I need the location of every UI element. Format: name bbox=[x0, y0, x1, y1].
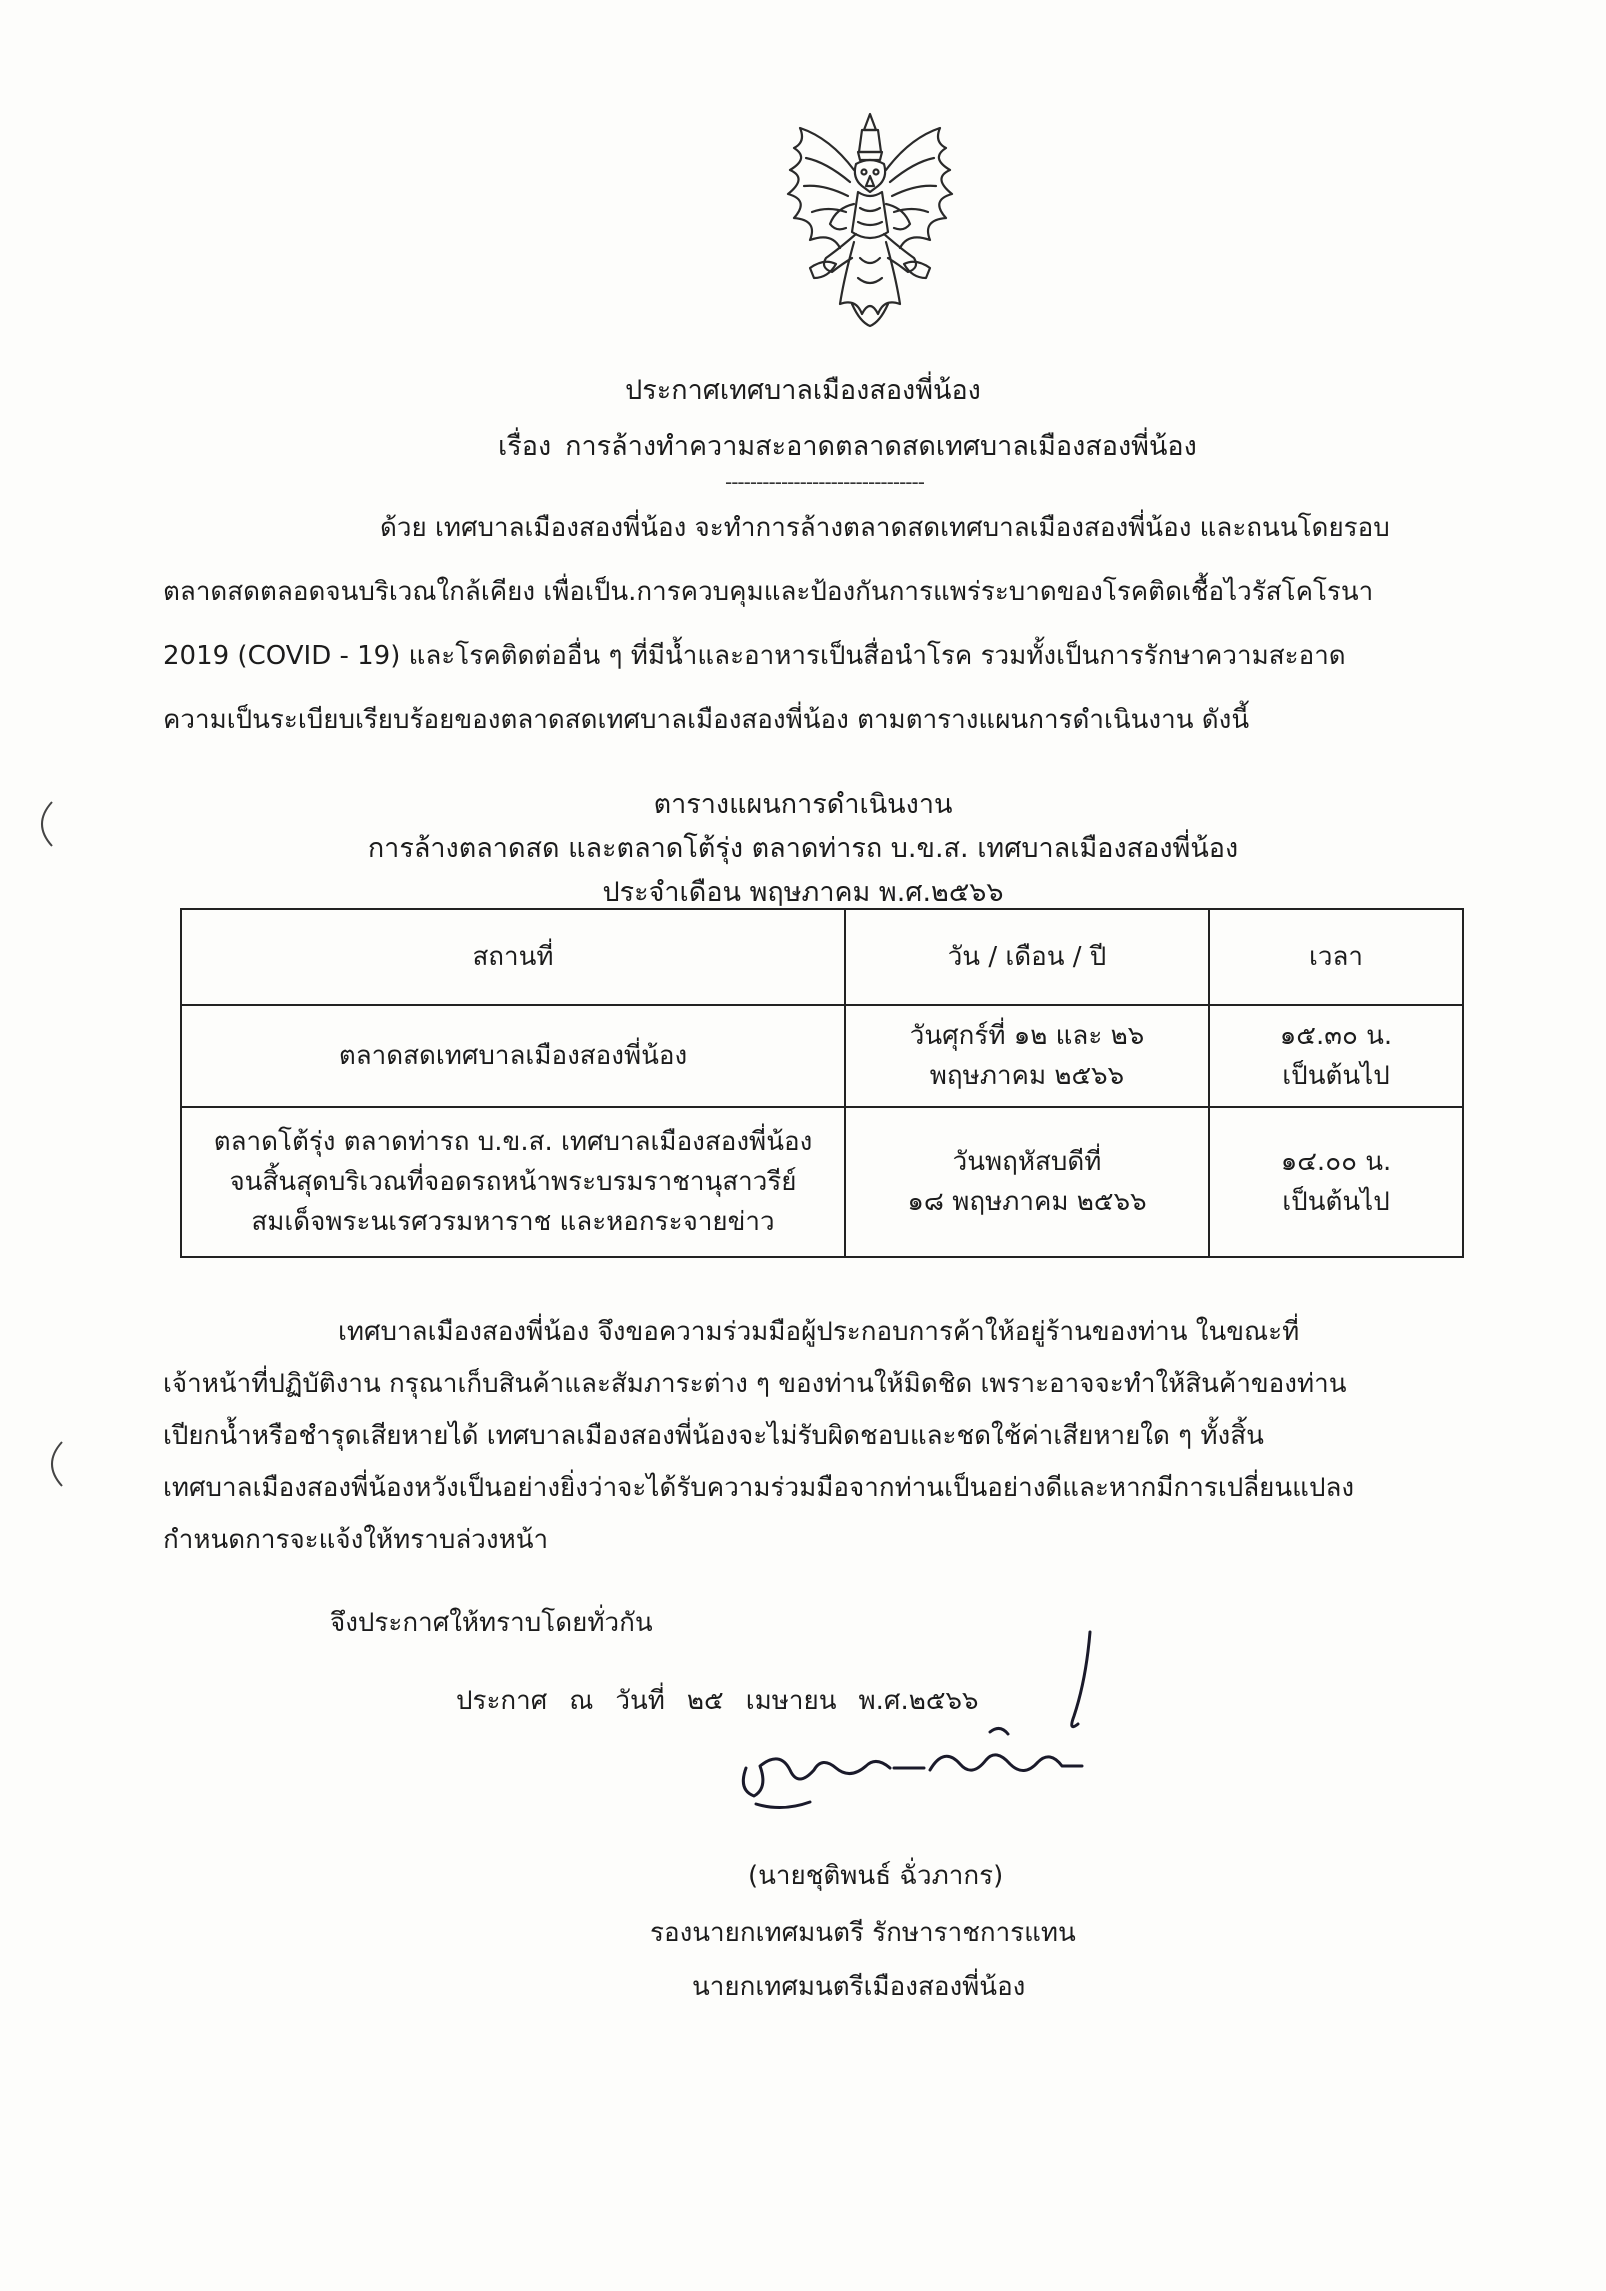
table-header-row bbox=[181, 909, 1463, 1005]
announcement-title: ประกาศเทศบาลเมืองสองพี่น้อง bbox=[625, 375, 981, 406]
row-2-place bbox=[181, 1107, 845, 1257]
schedule-subtitle: การล้างตลาดสด และตลาดโต้รุ่ง ตลาดท่ารถ บ.ข.ส. เทศบาลเมืองสองพี่น้อง bbox=[367, 833, 1239, 864]
table-row bbox=[181, 1005, 1463, 1107]
date-year: พ.ศ.๒๕๖๖ bbox=[858, 1686, 979, 1716]
punch-hole-mark-icon bbox=[30, 800, 56, 848]
row-1-date-line-1: วันศุกร์ที่ ๑๒ และ ๒๖ bbox=[909, 1021, 1145, 1051]
row-2-date-line-1: วันพฤหัสบดีที่ bbox=[952, 1147, 1102, 1177]
row-2-place-line-1: ตลาดโต้รุ่ง ตลาดท่ารถ บ.ข.ส. เทศบาลเมืองสองพี่น้อง bbox=[213, 1127, 813, 1157]
subject-label: เรื่อง bbox=[498, 431, 552, 462]
punch-hole-mark-icon bbox=[40, 1440, 66, 1488]
garuda-emblem-icon bbox=[770, 108, 970, 336]
body-line-4: เทศบาลเมืองสองพี่น้องหวังเป็นอย่างยิ่งว่าจะได้รับความร่วมมือจากท่านเป็นอย่างดีและหากมีการเปลี่ยนแปลง bbox=[163, 1473, 1355, 1503]
row-2-date-line-2: ๑๘ พฤษภาคม ๒๕๖๖ bbox=[907, 1187, 1147, 1217]
date-day-label: วันที่ bbox=[615, 1686, 665, 1716]
date-prefix: ประกาศ bbox=[456, 1686, 548, 1716]
body-line-3: เปียกน้ำหรือชำรุดเสียหายได้ เทศบาลเมืองสองพี่น้องจะไม่รับผิดชอบและชดใช้ค่าเสียหายใด ๆ ทั้งสิ้น bbox=[163, 1421, 1264, 1451]
title-separator: -------------------------------- bbox=[725, 470, 924, 494]
handwritten-signature bbox=[690, 1620, 1130, 1820]
schedule-title: ตารางแผนการดำเนินงาน bbox=[653, 789, 953, 820]
intro-line-3: 2019 (COVID - 19) และโรคติดต่ออื่น ๆ ที่มีน้ำและอาหารเป็นสื่อนำโรค รวมทั้งเป็นการรักษาความสะอาด bbox=[163, 641, 1346, 671]
row-2-time-line-1: ๑๔.๐๐ น. bbox=[1280, 1147, 1392, 1177]
header-place: สถานที่ bbox=[181, 909, 845, 1005]
date-day: ๒๕ bbox=[686, 1686, 724, 1716]
row-1-date bbox=[845, 1005, 1209, 1107]
table-row bbox=[181, 1107, 1463, 1257]
header-time: เวลา bbox=[1209, 909, 1463, 1005]
row-1-date-line-2: พฤษภาคม ๒๕๖๖ bbox=[929, 1061, 1125, 1091]
subject-text: การล้างทำความสะอาดตลาดสดเทศบาลเมืองสองพี่น้อง bbox=[565, 431, 1197, 462]
row-1-time bbox=[1209, 1005, 1463, 1107]
header-date: วัน / เดือน / ปี bbox=[845, 909, 1209, 1005]
row-1-place bbox=[181, 1005, 845, 1107]
row-2-place-line-3: สมเด็จพระนเรศวรมหาราช และหอกระจายข่าว bbox=[251, 1207, 775, 1237]
closing-line: จึงประกาศให้ทราบโดยทั่วกัน bbox=[330, 1608, 653, 1638]
signatory-position-2: นายกเทศมนตรีเมืองสองพี่น้อง bbox=[692, 1972, 1026, 2002]
signatory-position-1: รองนายกเทศมนตรี รักษาราชการแทน bbox=[650, 1918, 1076, 1948]
schedule-table bbox=[180, 908, 1464, 1258]
date-month: เมษายน bbox=[745, 1686, 837, 1716]
intro-line-4: ความเป็นระเบียบเรียบร้อยของตลาดสดเทศบาลเมืองสองพี่น้อง ตามตารางแผนการดำเนินงาน ดังนี้ bbox=[163, 705, 1250, 735]
schedule-month: ประจำเดือน พฤษภาคม พ.ศ.๒๕๖๖ bbox=[602, 877, 1004, 908]
body-line-5: กำหนดการจะแจ้งให้ทราบล่วงหน้า bbox=[163, 1525, 549, 1555]
row-1-time-line-2: เป็นต้นไป bbox=[1282, 1061, 1390, 1091]
body-line-1: เทศบาลเมืองสองพี่น้อง จึงขอความร่วมมือผู้ประกอบการค้าให้อยู่ร้านของท่าน ในขณะที่ bbox=[338, 1317, 1300, 1347]
subject-line bbox=[498, 424, 1197, 467]
intro-line-2: ตลาดสดตลอดจนบริเวณใกล้เคียง เพื่อเป็น.การควบคุมและป้องกันการแพร่ระบาดของโรคติดเชื้อไวรัสโคโรนา bbox=[163, 577, 1374, 607]
signatory-name: (นายชุติพนธ์ ฉั่วภากร) bbox=[748, 1861, 1004, 1891]
body-line-2: เจ้าหน้าที่ปฏิบัติงาน กรุณาเก็บสินค้าและสัมภาระต่าง ๆ ของท่านให้มิดชิด เพราะอาจจะทำให้สินค้าของท่าน bbox=[163, 1369, 1347, 1399]
row-2-place-line-2: จนสิ้นสุดบริเวณที่จอดรถหน้าพระบรมราชานุสาวรีย์ bbox=[229, 1167, 797, 1197]
intro-line-1: ด้วย เทศบาลเมืองสองพี่น้อง จะทำการล้างตลาดสดเทศบาลเมืองสองพี่น้อง และถนนโดยรอบ bbox=[380, 513, 1390, 543]
row-1-time-line-1: ๑๕.๓๐ น. bbox=[1279, 1021, 1393, 1051]
row-2-date bbox=[845, 1107, 1209, 1257]
row-2-time bbox=[1209, 1107, 1463, 1257]
date-at: ณ bbox=[569, 1686, 594, 1716]
row-1-place-line: ตลาดสดเทศบาลเมืองสองพี่น้อง bbox=[338, 1041, 688, 1071]
row-2-time-line-2: เป็นต้นไป bbox=[1282, 1187, 1390, 1217]
